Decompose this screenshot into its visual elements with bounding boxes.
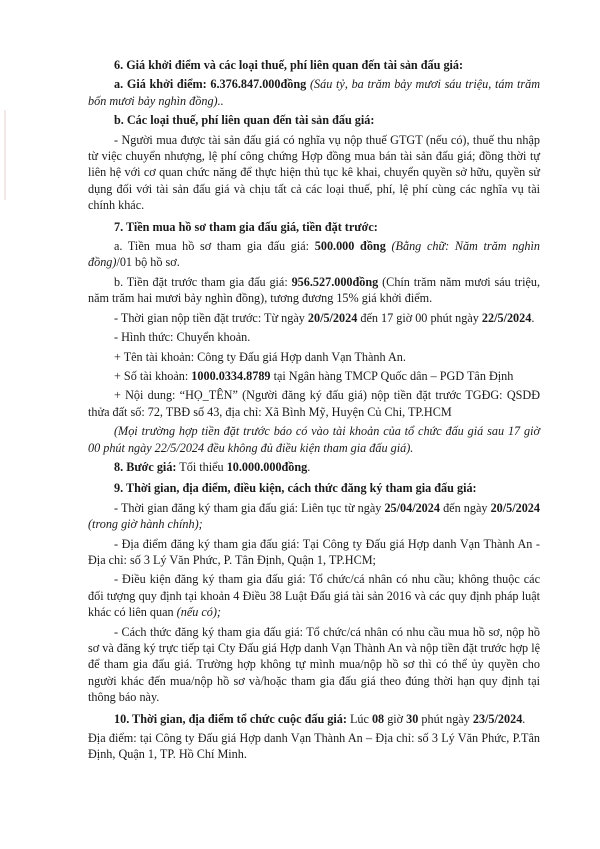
bid-step-amount: 10.000.000đồng [226, 459, 308, 474]
deposit-time-mid: đến 17 giờ 00 phút ngày [357, 310, 482, 325]
deposit-time-to: 22/5/2024 [481, 310, 532, 325]
bid-step-end: . [307, 459, 311, 474]
deposit-time-label: - Thời gian nộp tiền đặt trước: Từ ngày [114, 310, 308, 325]
registration-time-label: - Thời gian đăng ký tham gia đấu giá: Liên tục từ ngày [114, 500, 385, 515]
section-7a-paragraph [88, 238, 540, 271]
account-number-label: + Số tài khoản: [114, 368, 192, 383]
registration-method: - Cách thức đăng ký tham gia đấu giá: Tổ chức/cá nhân có nhu cầu mua hồ sơ, nộp hồ sơ và đăng ký trực tiếp tại Cty Đấu giá Hợp danh Vạn Thành An và nộp tiền đặt trước hợp lệ để tham gia đấu giá. Trường hợp không tự mình mua/nộp hồ sơ thì có thể ủy quyền cho người khác đến mua/nộp hồ sơ và/hoặc tham gia đấu giá theo đúng thời hạn quy định tại thông báo này. [88, 624, 540, 705]
auction-time-mid1: giờ [384, 711, 407, 726]
auction-time-end: . [522, 711, 526, 726]
deposit-time [88, 310, 540, 326]
section-8-heading: 8. Bước giá: [114, 459, 177, 474]
section-6-heading: 6. Giá khởi điểm và các loại thuế, phí liên quan đến tài sản đấu giá: [114, 58, 464, 72]
auction-time-mid2: phút ngày [418, 711, 473, 726]
auction-hour: 08 [371, 711, 385, 726]
section-10 [88, 711, 540, 727]
registration-time-from: 25/04/2024 [384, 500, 440, 515]
starting-price-words: (Sáu tỷ, ba trăm bảy mươi sáu triệu, tám trăm bốn mươi bảy nghìn đồng).. [88, 77, 540, 108]
bleed-through-mark [4, 110, 20, 200]
section-6b-text: - Người mua được tài sản đấu giá có nghĩa vụ nộp thuế GTGT (nếu có), thuế thu nhập từ việc chuyển nhượng, lệ phí công chứng Hợp đồng mua bán tài sản đấu giá; đồng thời tự liên hệ với cơ quan chức năng để thực hiện thủ tục kê khai, chuyển quyền sở hữu, quyền sử dụng đối với tài sản đấu giá và chịu tất cả các loại thuế, phí, lệ phí cùng các nghĩa vụ tài chính khác. [88, 132, 540, 213]
deposit-note: (Mọi trường hợp tiền đặt trước báo có vào tài khoản của tổ chức đấu giá sau 17 giờ 00 phút ngày 22/5/2024 đều không đủ điều kiện tham gia đấu giá). [88, 424, 540, 455]
section-6b-heading: b. Các loại thuế, phí liên quan đến tài sản đấu giá: [114, 113, 375, 128]
deposit-time-from: 20/5/2024 [307, 310, 358, 325]
registration-conditions-note: (nếu có); [176, 605, 221, 620]
section-6a-paragraph [88, 76, 540, 109]
deposit-time-end: . [531, 310, 535, 325]
starting-price: a. Giá khởi điểm: 6.376.847.000đồng [114, 77, 307, 92]
auction-date: 23/5/2024 [472, 711, 523, 726]
registration-place: - Địa điểm đăng ký tham gia đấu giá: Tại Công ty Đấu giá Hợp danh Vạn Thành An - Địa chỉ: số 3 Lý Văn Phức, P. Tân Định, Quận 1, TP.HCM; [88, 536, 540, 567]
section-7b-paragraph [88, 274, 540, 307]
account-number-line [88, 368, 540, 384]
account-name: + Tên tài khoản: Công ty Đấu giá Hợp danh Vạn Thành An. [114, 349, 406, 364]
account-bank: tại Ngân hàng TMCP Quốc dân – PGD Tân Định [270, 368, 514, 383]
section-10-heading: 10. Thời gian, địa điểm tổ chức cuộc đấu giá: [114, 711, 347, 726]
dossier-fee-label: a. Tiền mua hồ sơ tham gia đấu giá: [114, 239, 315, 254]
dossier-fee-suffix: /01 bộ hồ sơ. [116, 255, 180, 270]
auction-time-label: Lúc [346, 711, 372, 726]
bid-step-label: Tối thiểu [176, 459, 227, 474]
registration-time [88, 500, 540, 533]
section-9-heading: 9. Thời gian, địa điểm, điều kiện, cách thức đăng ký tham gia đấu giá: [114, 481, 477, 496]
dossier-fee-amount: 500.000 đồng [314, 239, 386, 254]
registration-time-mid: đến ngày [439, 500, 491, 515]
account-number: 1000.0334.8789 [191, 368, 271, 383]
deposit-label: b. Tiền đặt trước tham gia đấu giá: [114, 274, 292, 289]
auction-place: Địa điểm: tại Công ty Đấu giá Hợp danh Vạn Thành An – Địa chỉ: số 3 Lý Văn Phức, P.Tân Định, Quận 1, TP. Hồ Chí Minh. [88, 731, 540, 762]
registration-time-note: (trong giờ hành chính); [88, 517, 203, 532]
deposit-words: (Chín trăm năm mươi sáu triệu, năm trăm hai mươi bảy nghìn đồng), tương đương 15% giá khởi điểm. [88, 274, 541, 306]
section-8 [114, 459, 540, 475]
deposit-form: - Hình thức: Chuyển khoản. [114, 330, 251, 345]
registration-conditions [88, 571, 540, 620]
registration-conditions-text: - Điều kiện đăng ký tham gia đấu giá: Tổ chức/cá nhân có nhu cầu; không thuộc các đối tượng quy định tại khoản 4 Điều 38 Luật Đấu giá tài sản 2016 và các quy định pháp luật khác có liên quan [88, 572, 540, 620]
deposit-amount: 956.527.000đồng [291, 274, 379, 289]
transfer-content: + Nội dung: “HỌ_TÊN” (Người đăng ký đấu giá) nộp tiền đặt trước TGĐG: QSDĐ thửa đất số: 72, TBĐ số 43, địa chỉ: Xã Bình Mỹ, Huyện Củ Chi, TP.HCM [88, 388, 540, 419]
auction-minute: 30 [406, 711, 419, 726]
dossier-fee-words: (Bằng chữ: Năm trăm nghìn đồng) [88, 239, 541, 270]
section-7-heading: 7. Tiền mua hồ sơ tham gia đấu giá, tiền đặt trước: [114, 219, 378, 234]
registration-time-to: 20/5/2024 [490, 500, 540, 515]
